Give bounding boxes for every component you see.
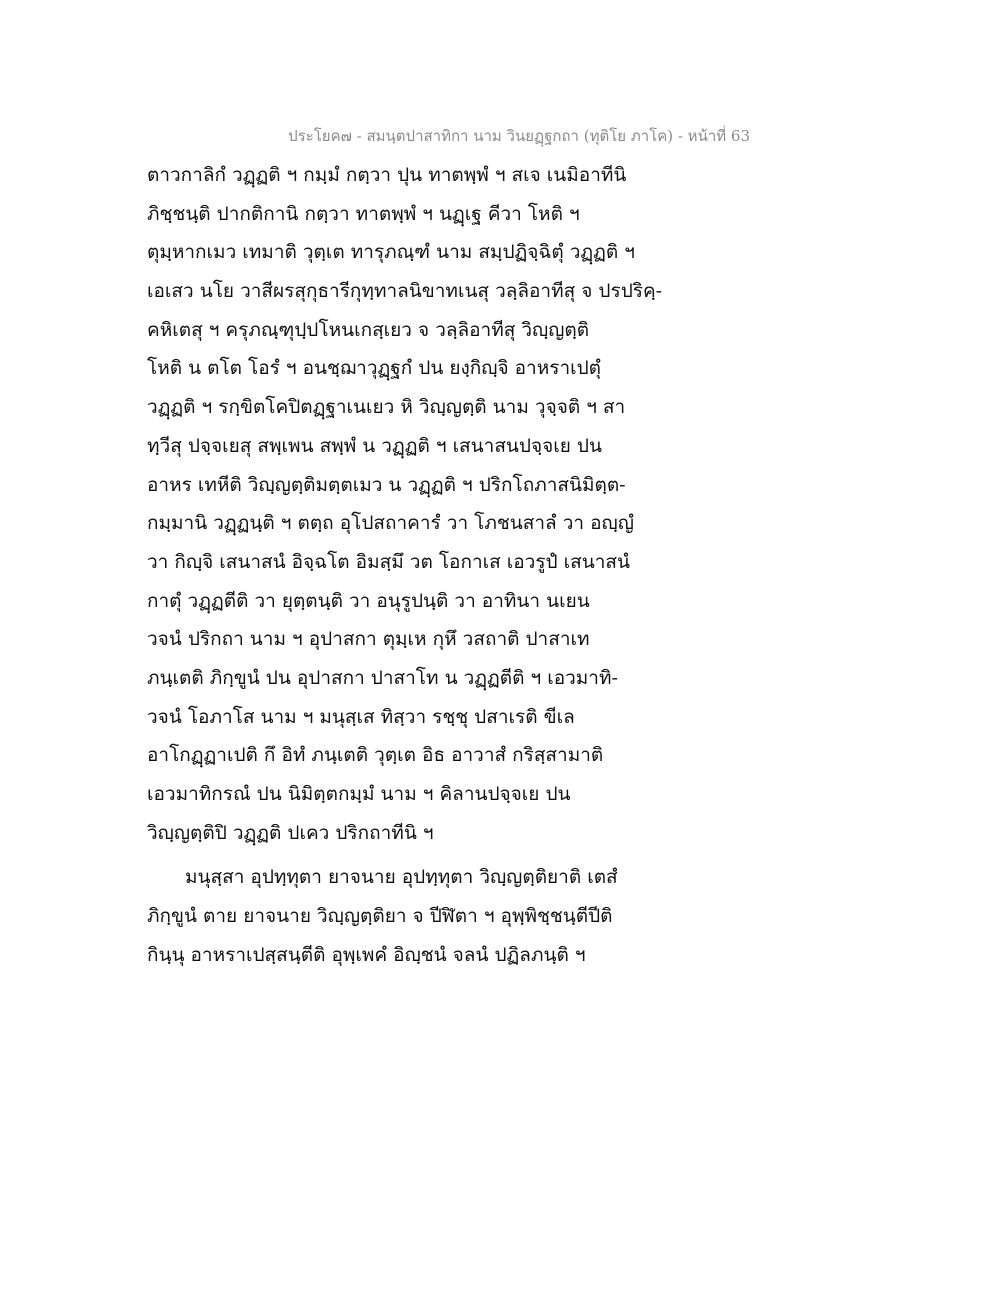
text-line: เอวมาทิกรณํ ปน นิมิตฺตกมฺมํ นาม ฯ คิลานปจฺจเย ปน [147, 783, 571, 805]
paragraph-1 [147, 156, 707, 852]
text-line: วฏฺฏติ ฯ รกฺขิตโคปิตฏฺฐาเนเยว หิ วิญฺญตฺติ นาม วุจฺจติ ฯ สา [147, 396, 626, 419]
page-header: ประโยค๗ - สมนฺตปาสาทิกา นาม วินยฏฺฐกถา (ทุติโย ภาโค) - หน้าที่ 63 [288, 127, 750, 145]
text-line: ตาวกาลิกํ วฏฺฏติ ฯ กมฺมํ กตฺวา ปุน ทาตพฺพํ ฯ สเจ เนมิอาทีนิ [147, 164, 627, 186]
text-line: ตุมฺหากเมว เทมาติ วุตฺเต ทารุภณฺฑํ นาม สมฺปฏิจฺฉิตุํ วฏฺฏติ ฯ [147, 241, 635, 264]
text-line: ภิชฺชนฺติ ปากติกานิ กตฺวา ทาตพฺพํ ฯ นฏฺเฐ คีวา โหติ ฯ [147, 202, 580, 225]
text-line: กมฺมานิ วฏฺฏนฺติ ฯ ตตฺถ อุโปสถาคารํ วา โภชนสาลํ วา อญฺญํ [147, 512, 634, 535]
body-text [147, 156, 707, 974]
text-line: วจนํ โอภาโส นาม ฯ มนุสฺเส ทิสฺวา รชฺชุ ปสาเรติ ขีเล [147, 705, 575, 728]
paragraph-2 [147, 858, 707, 974]
text-line: วา กิญฺจิ เสนาสนํ อิจฺฉโต อิมสฺมึ วต โอกาเส เอวรูปํ เสนาสนํ [147, 550, 630, 573]
text-line: ภนฺเตติ ภิกฺขูนํ ปน อุปาสกา ปาสาโท น วฏฺฏตีติ ฯ เอวมาทิ- [147, 666, 618, 689]
text-line: วิญฺญตฺติปิ วฏฺฏติ ปเคว ปริกถาทีนิ ฯ [147, 821, 434, 844]
text-line: คหิเตสุ ฯ ครุภณฺฑุปฺปโหนเกสฺเยว จ วลฺลิอาทีสุ วิญฺญตฺติ [147, 318, 590, 341]
text-line: อาหร เทหีติ วิญฺญตฺติมตฺตเมว น วฏฺฏติ ฯ ปริกโถภาสนิมิตฺต- [147, 473, 626, 496]
text-line: วจนํ ปริกถา นาม ฯ อุปาสกา ตุมฺเห กุหึ วสถาติ ปาสาเท [147, 628, 590, 651]
text-line: อาโกฏฺฏาเปติ กึ อิทํ ภนฺเตติ วุตฺเต อิธ อาวาสํ กริสฺสามาติ [147, 744, 604, 767]
text-line: ภิกฺขูนํ ตาย ยาจนาย วิญฺญตฺติยา จ ปีฬิตา ฯ อุพฺพิชฺชนฺตีปีติ [147, 905, 613, 928]
text-line: โหติ น ตโต โอรํ ฯ อนชฺฌาวุฏฺฐกํ ปน ยงฺกิญฺจิ อาหราเปตุํ [147, 357, 602, 380]
text-line: มนุสฺสา อุปทฺทุตา ยาจนาย อุปทฺทุตา วิญฺญตฺติยาติ เตสํ [185, 866, 618, 889]
text-line: เอเสว นโย วาสีผรสุกุธารีกุทฺทาลนิขาทเนสุ วลฺลิอาทีสุ จ ปรปริคฺ- [147, 280, 663, 303]
text-line: ทฺวีสุ ปจฺจเยสุ สพฺเพน สพฺพํ น วฏฺฏติ ฯ เสนาสนปจฺจเย ปน [147, 434, 602, 457]
text-line: กาตุํ วฏฺฏตีติ วา ยุตฺตนฺติ วา อนุรูปนฺติ วา อาทินา นเยน [147, 589, 590, 612]
text-line: กินฺนุ อาหราเปสฺสนฺตีติ อุพฺเพคํ อิญฺชนํ จลนํ ปฏิลภนฺติ ฯ [147, 943, 586, 966]
